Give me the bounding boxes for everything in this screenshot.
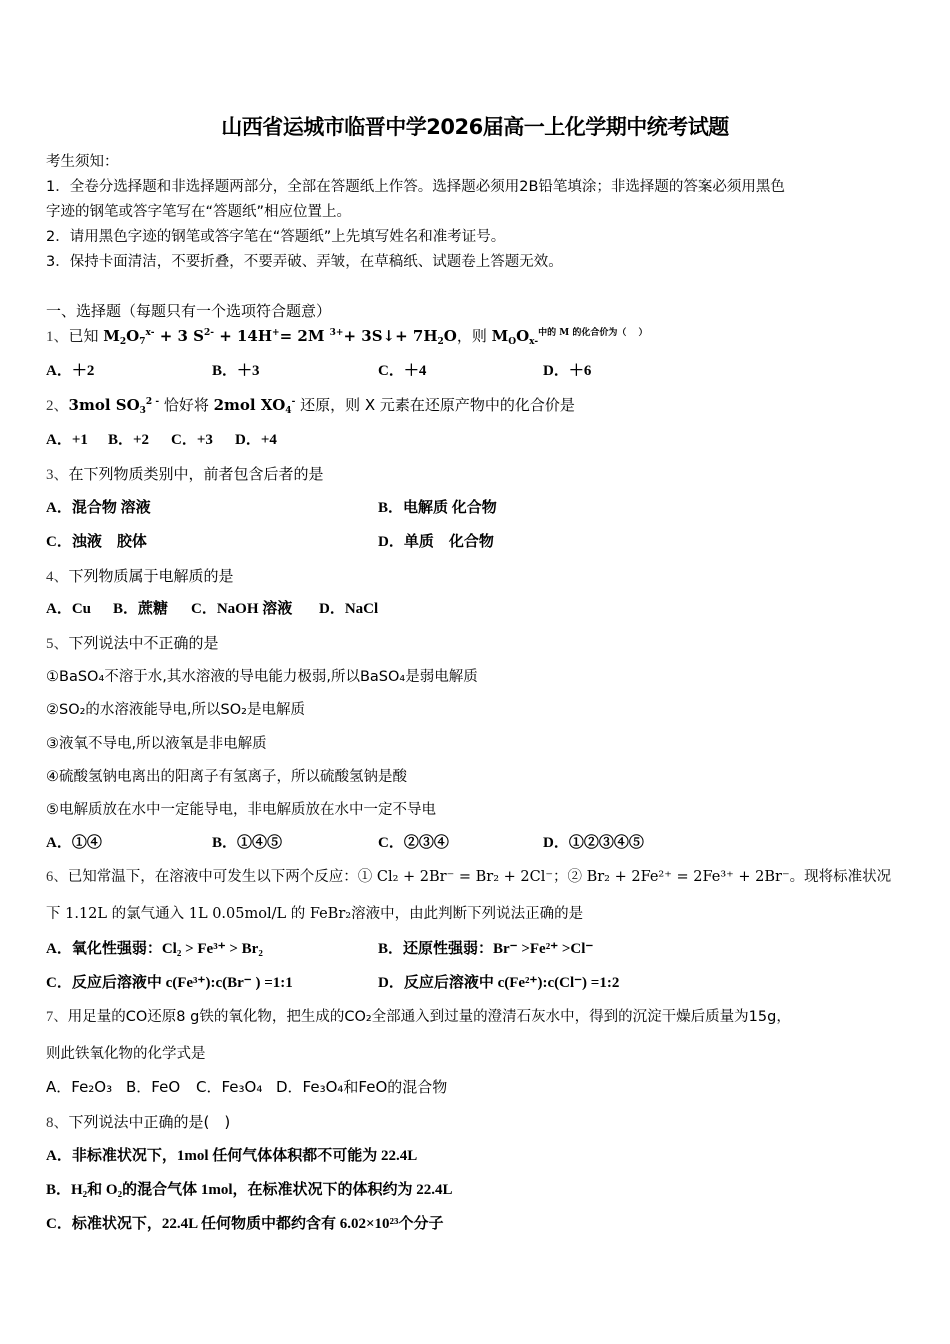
question-6-stem-cont: 下 1.12L 的氯气通入 1L 0.05mol/L 的 FeBr₂溶液中，由此判断下列说法正确的是	[46, 906, 584, 922]
notice-heading: 考生须知：	[46, 154, 119, 170]
page-title: 山西省运城市临晋中学2026届高一上化学期中统考试题	[221, 115, 729, 139]
question-number: 1、	[46, 329, 69, 345]
question-7-stem-cont: 则此铁氧化物的化学式是	[46, 1046, 206, 1062]
option-a[interactable]: A．氧化性强弱：Cl₂ > Fe³⁺ > Br₂	[46, 941, 263, 957]
option-a[interactable]: A．非标准状况下，1mol 任何气体体积都不可能为 22.4L	[46, 1148, 418, 1164]
option-c[interactable]: C．Fe₃O₄	[196, 1078, 263, 1096]
option-d[interactable]: D．反应后溶液中 c(Fe²⁺):c(Cl⁻) =1:2	[378, 975, 620, 991]
option-c[interactable]: C．NaOH 溶液	[191, 601, 293, 617]
option-a[interactable]: A．Cu	[46, 601, 92, 617]
statement: ③液氧不导电,所以液氧是非电解质	[46, 736, 267, 752]
notice-item: 1．全卷分选择题和非选择题两部分，全部在答题纸上作答。选择题必须用2B铅笔填涂；非选择题的答案必须用黑色	[46, 179, 785, 195]
option-c[interactable]: C．＋4	[378, 363, 427, 379]
question-2-stem: 2、3mol $SO_3^{2 -}$ 恰好将 2mol $XO_4^-$ 还原，则 X 元素在还原产物中的化合价是	[46, 396, 575, 416]
statement: ④硫酸氢钠电离出的阳离子有氢离子，所以硫酸氢钠是酸	[46, 769, 407, 785]
question-4-stem: 4、下列物质属于电解质的是	[46, 567, 234, 585]
question-7-stem: 7、用足量的CO还原8 g铁的氧化物，把生成的CO₂全部通入到过量的澄清石灰水中，得到的沉淀干燥后质量为15g，	[46, 1009, 791, 1025]
option-b[interactable]: B．电解质 化合物	[378, 500, 497, 516]
question-6-stem: 6、已知常温下，在溶液中可发生以下两个反应：① Cl₂ + 2Br⁻ = Br₂ + 2Cl⁻；② Br₂ + 2Fe²⁺ = 2Fe³⁺ + 2Br⁻。现将标准状况	[46, 869, 892, 885]
option-c[interactable]: C．浊液 胶体	[46, 534, 147, 550]
option-b[interactable]: B．＋3	[212, 363, 260, 379]
option-a[interactable]: A．＋2	[46, 363, 95, 379]
option-a[interactable]: A．①④	[46, 835, 102, 851]
notice-item: 字迹的钢笔或答字笔写在“答题纸”相应位置上。	[46, 204, 352, 220]
notice-item: 2．请用黑色字迹的钢笔或答字笔在“答题纸”上先填写姓名和准考证号。	[46, 229, 506, 245]
option-d[interactable]: D．＋6	[543, 363, 592, 379]
option-c[interactable]: C．②③④	[378, 835, 449, 851]
option-c[interactable]: C．标准状况下，22.4L 任何物质中都约含有 6.02×10²³个分子	[46, 1216, 444, 1232]
question-3-stem: 3、在下列物质类别中，前者包含后者的是	[46, 465, 324, 483]
question-1-stem: 1、已知 $M_2O_7^{x-} + 3$ $S^{2-} + 14H^+= 2M$ $^{3+}$+ 3S↓+ $7H_2O$，则 $M_OO_{x-}^{中的 M 的化合价为( )}$	[46, 327, 648, 347]
option-a[interactable]: A．混合物 溶液	[46, 500, 151, 516]
option-b[interactable]: B．①④⑤	[212, 835, 283, 851]
question-5-stem: 5、下列说法中不正确的是	[46, 634, 219, 652]
option-d[interactable]: D．NaCl	[319, 601, 379, 617]
option-d[interactable]: D．Fe₃O₄和FeO的混合物	[276, 1078, 448, 1096]
notice-item: 3．保持卡面清洁，不要折叠，不要弄破、弄皱，在草稿纸、试题卷上答题无效。	[46, 254, 563, 270]
option-a[interactable]: A．+1	[46, 432, 88, 448]
option-c[interactable]: C．反应后溶液中 c(Fe³⁺):c(Br⁻ ) =1:1	[46, 975, 293, 991]
section-heading: 一、选择题（每题只有一个选项符合题意）	[46, 302, 332, 320]
statement: ①BaSO₄不溶于水,其水溶液的导电能力极弱,所以BaSO₄是弱电解质	[46, 669, 478, 685]
option-b[interactable]: B．还原性强弱：Br⁻ >Fe²⁺ >Cl⁻	[378, 941, 594, 957]
option-c[interactable]: C．+3	[171, 432, 213, 448]
option-a[interactable]: A．Fe₂O₃	[46, 1078, 113, 1096]
statement: ⑤电解质放在水中一定能导电，非电解质放在水中一定不导电	[46, 802, 436, 818]
option-d[interactable]: D．①②③④⑤	[543, 835, 644, 851]
option-b[interactable]: B．+2	[108, 432, 150, 448]
option-b[interactable]: B．FeO	[126, 1078, 181, 1096]
option-b[interactable]: B．蔗糖	[113, 601, 169, 617]
statement: ②SO₂的水溶液能导电,所以SO₂是电解质	[46, 702, 305, 718]
option-d[interactable]: D．+4	[235, 432, 277, 448]
option-d[interactable]: D．单质 化合物	[378, 534, 494, 550]
option-b[interactable]: B．H₂和 O₂的混合气体 1mol，在标准状况下的体积约为 22.4L	[46, 1182, 453, 1198]
question-8-stem: 8、下列说法中正确的是( )	[46, 1113, 231, 1131]
